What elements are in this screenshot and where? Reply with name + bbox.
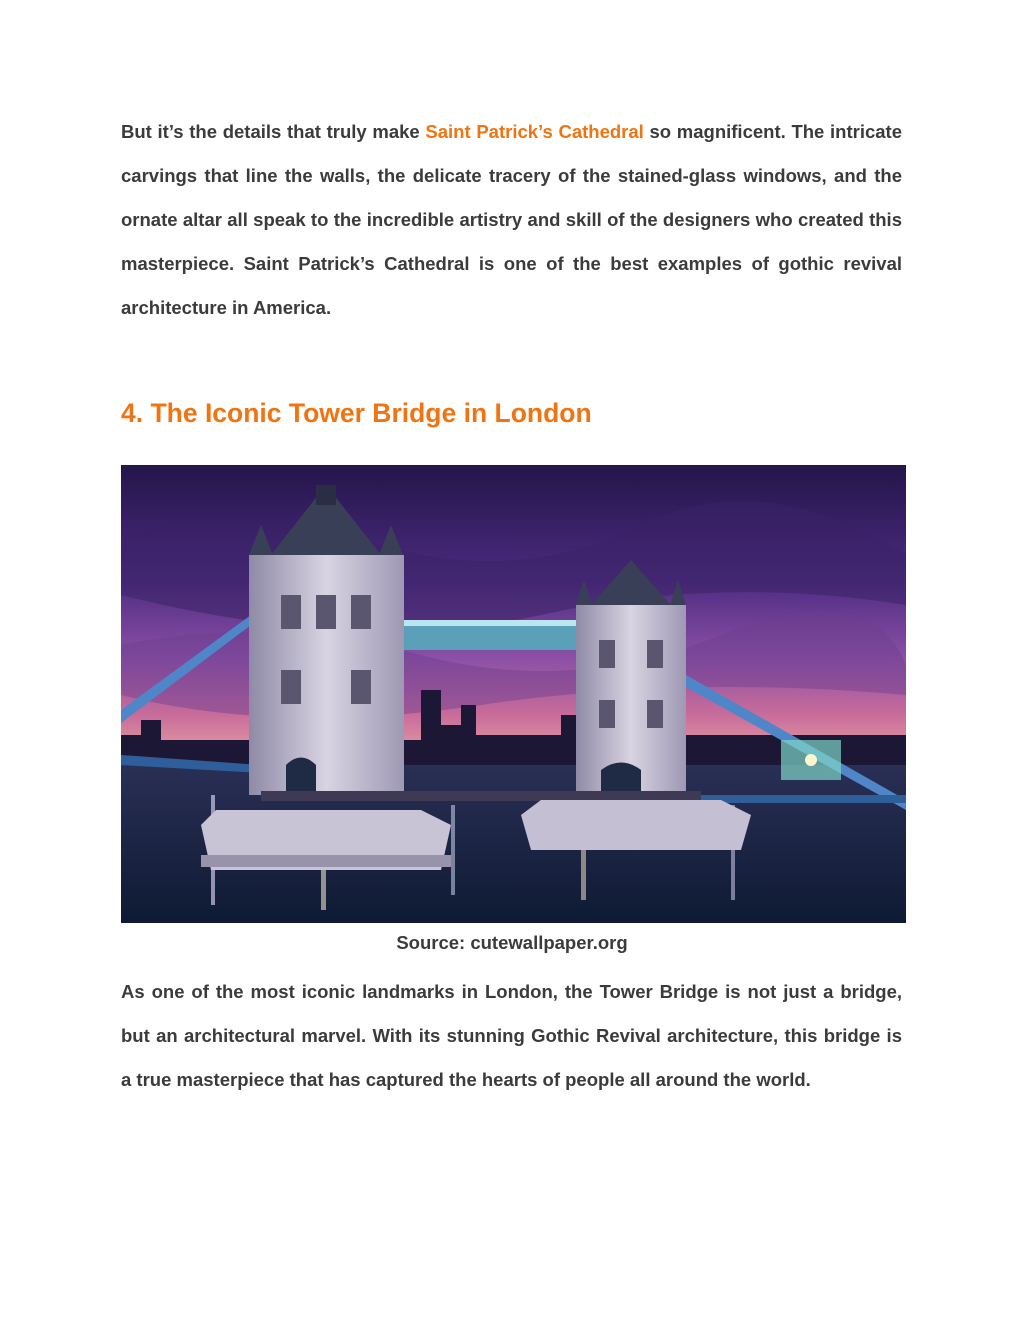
image-caption: Source: cutewallpaper.org <box>396 932 628 953</box>
paragraph-cathedral <box>121 110 902 330</box>
section-heading: 4. The Iconic Tower Bridge in London <box>121 398 592 428</box>
tower-bridge-photo <box>121 465 906 923</box>
saint-patricks-cathedral-link[interactable]: Saint Patrick’s Cathedral <box>425 121 644 142</box>
paragraph-text-before-link: But it’s the details that truly make <box>121 121 426 142</box>
paragraph-text-after-link: so magnificent. The intricate carvings that line the walls, the delicate tracery of the stained-glass windows, and the ornate altar all speak to the incredible artistry and skill of the designers who created this masterpiece. Saint Patrick’s Cathedral is one of the best examples of gothic revival architecture in America. <box>121 121 902 318</box>
paragraph-tower-bridge: As one of the most iconic landmarks in London, the Tower Bridge is not just a bridge, but an architectural marvel. With its stunning Gothic Revival architecture, this bridge is a true masterpiece that has captured the hearts of people all around the world. <box>121 981 902 1090</box>
